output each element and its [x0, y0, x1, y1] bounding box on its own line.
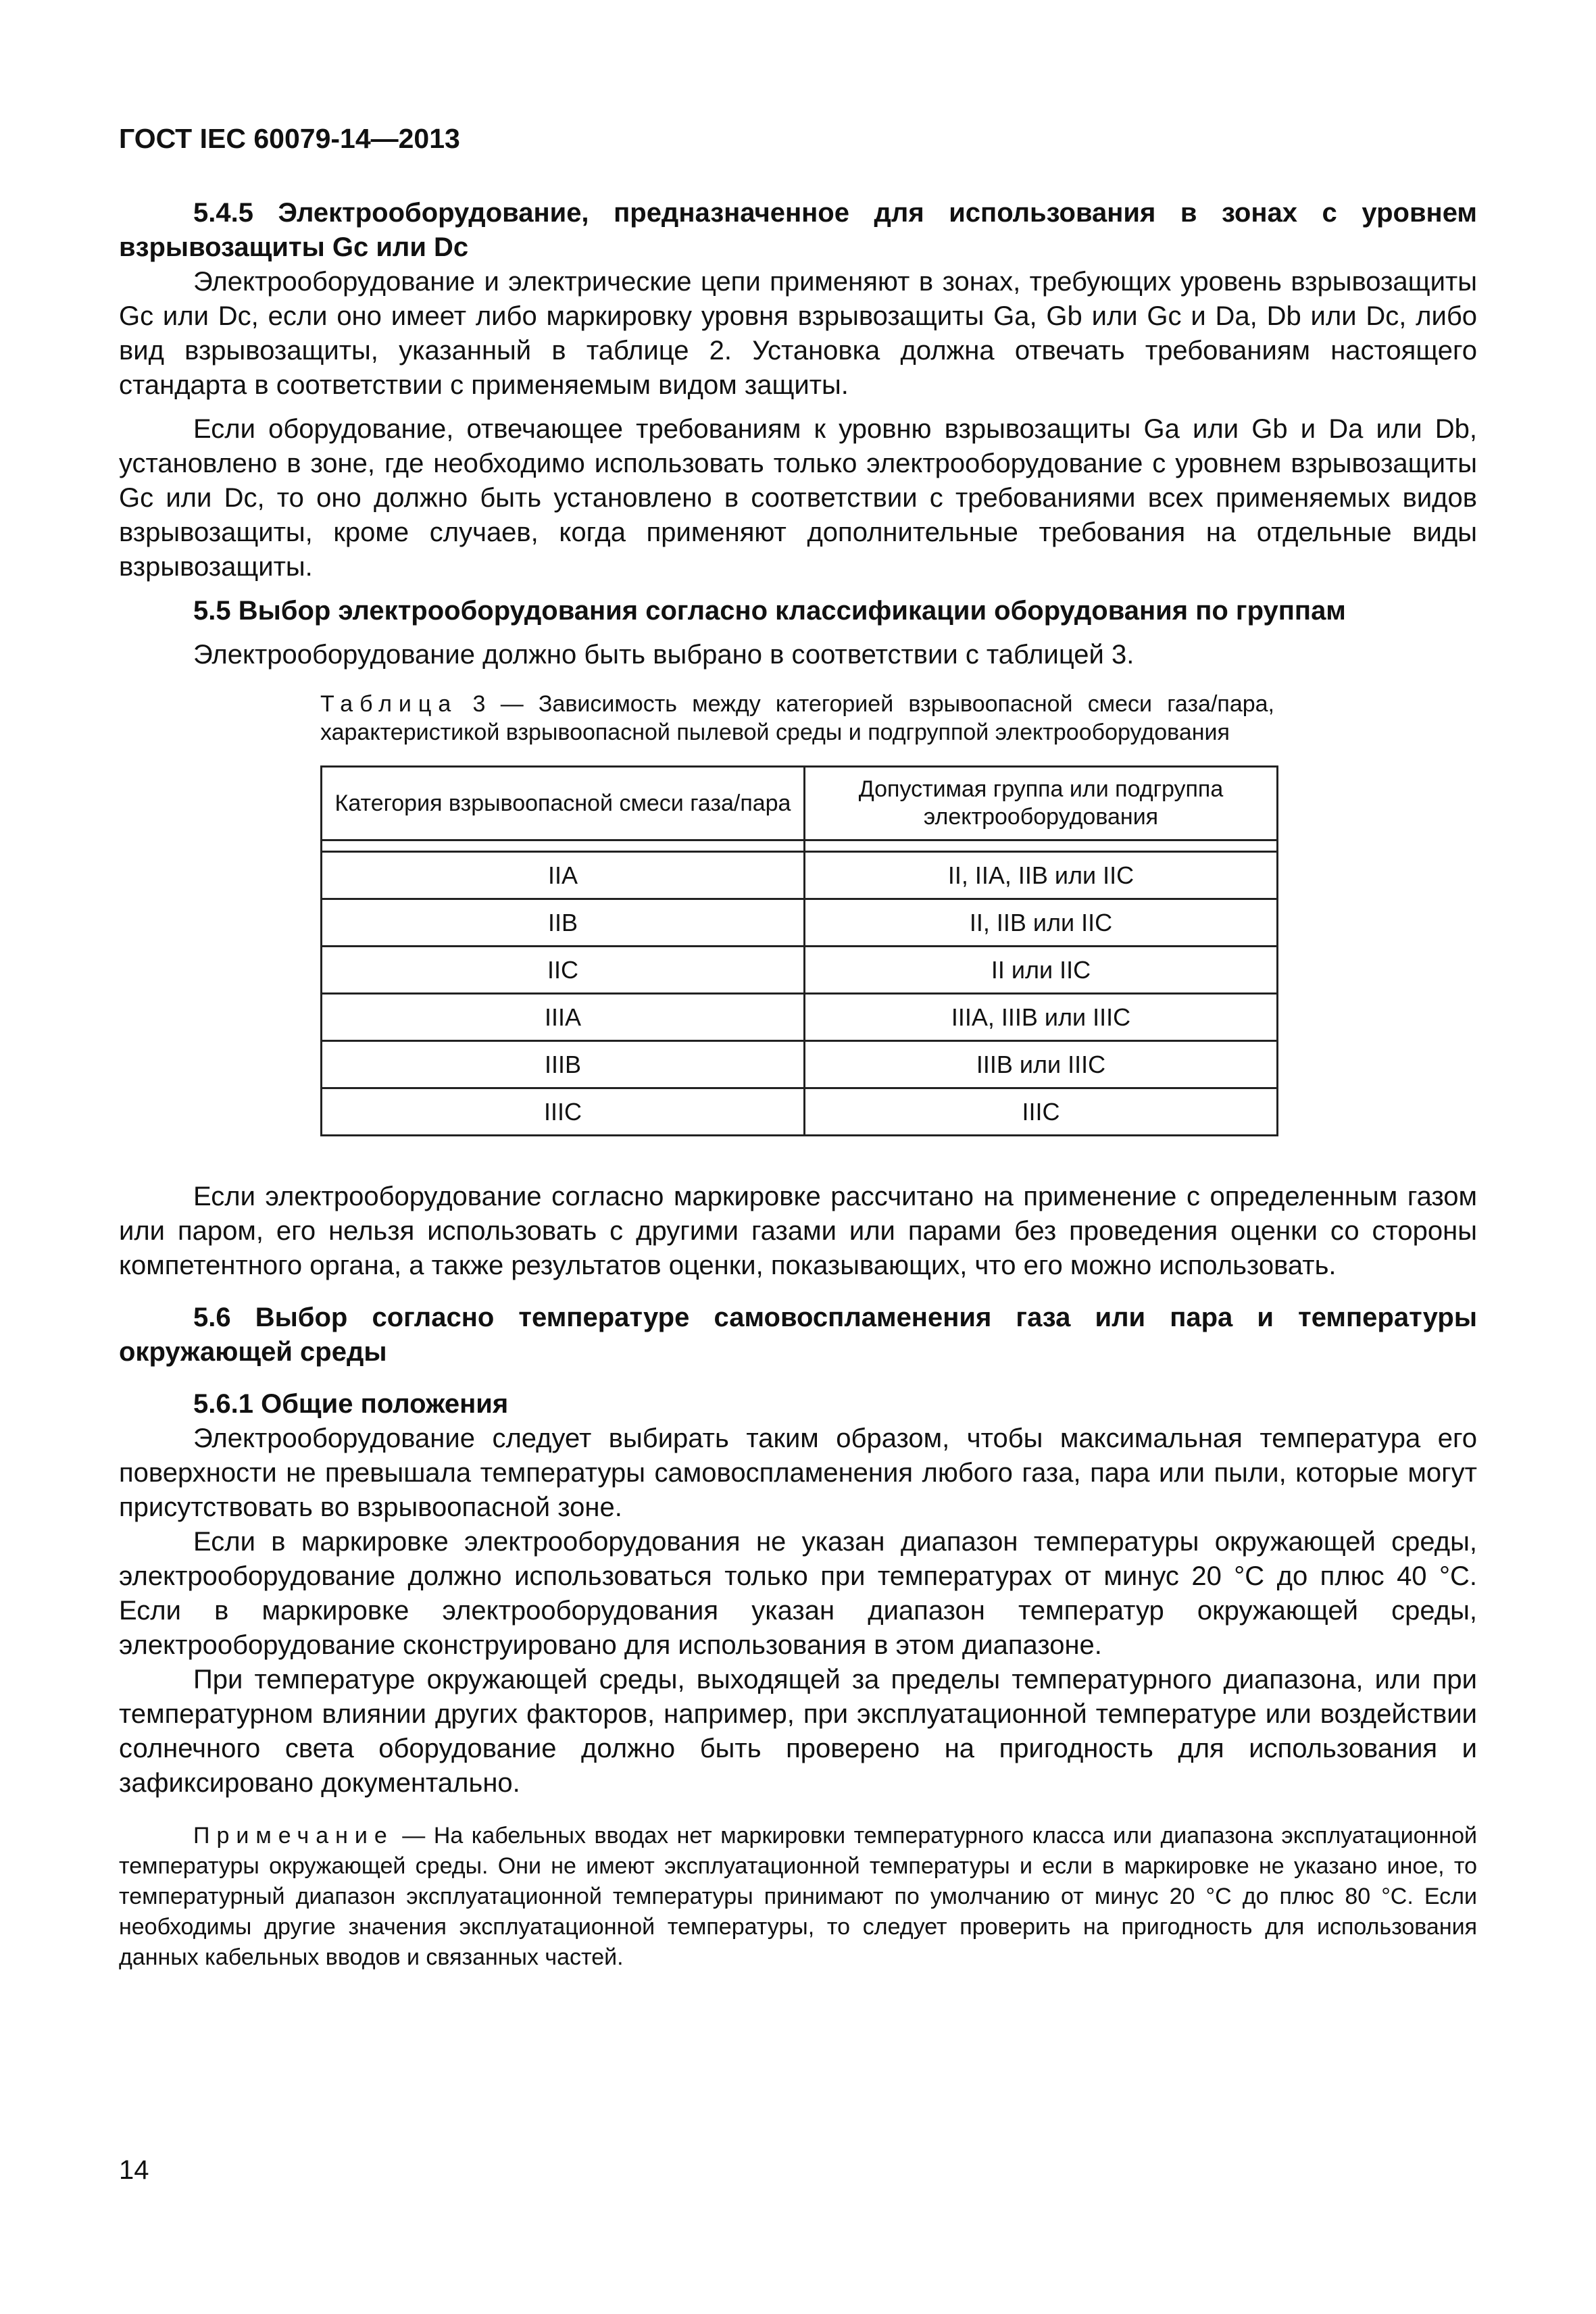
- section-5-4-5-paragraph-1: Электрооборудование и электрические цепи применяют в зонах, требующих уровень взрывозащиты Gc или Dc, если оно имеет либо маркировку уровня взрывозащиты Ga, Gb или Gc и Da, Db или Dc, либо вид взрывозащиты, указанный в таблице 2. Установка должна отвечать требованиям настоящего стандарта в соответствии с применяемым видом защиты.: [119, 267, 1477, 400]
- table-3-caption-text: 3 — Зависимость между категорией взрывоопасной смеси газа/пара, характеристикой взрывоопасной пылевой среды и подгруппой электрооборудования: [320, 691, 1274, 745]
- table-header-equipment-group: Допустимая группа или подгруппа электрооборудования: [805, 767, 1278, 840]
- section-5-5-heading: 5.5 Выбор электрооборудования согласно классификации оборудования по группам: [193, 596, 1346, 626]
- section-5-6-1-heading: 5.6.1 Общие положения: [193, 1389, 509, 1419]
- table-row: [322, 947, 1278, 994]
- table-cell-category: IIIA: [322, 994, 805, 1041]
- table-3-caption-label: Таблица: [320, 691, 458, 717]
- table-3: [320, 765, 1278, 1136]
- section-5-6-1-paragraph-2: Если в маркировке электрооборудования не указан диапазон температуры окружающей среды, электрооборудование должно использоваться только при температурах от минус 20 °C до плюс 40 °C. Если в маркировке электрооборудования указан диапазон температур окружающей среды, электрооборудование сконструировано для использования в этом диапазоне.: [119, 1527, 1477, 1660]
- note-paragraph: [119, 1821, 1477, 1973]
- table-row: [322, 1041, 1278, 1088]
- table-cell-category: IIIC: [322, 1088, 805, 1136]
- table-row: [322, 1088, 1278, 1136]
- table-cell-category: IIB: [322, 899, 805, 947]
- page-number: 14: [119, 2155, 149, 2185]
- table-cell-group: IIIA, IIIB или IIIC: [805, 994, 1278, 1041]
- note-label: Примечание: [193, 1823, 394, 1848]
- after-table-paragraph: Если электрооборудование согласно маркировке рассчитано на применение с определенным газом или паром, его нельзя использовать с другими газами или парами без проведения оценки со стороны компетентного органа, а также результатов оценки, показывающих, что его можно использовать.: [119, 1182, 1477, 1280]
- table-cell-group: IIIB или IIIC: [805, 1041, 1278, 1088]
- table-header-row: [322, 767, 1278, 840]
- table-cell-group: II, IIA, IIB или IIC: [805, 852, 1278, 899]
- table-cell-category: IIIB: [322, 1041, 805, 1088]
- table-cell-category: IIC: [322, 947, 805, 994]
- table-row: [322, 852, 1278, 899]
- table-cell-group: II или IIC: [805, 947, 1278, 994]
- page-content: [119, 196, 1477, 1973]
- table-cell-group: II, IIB или IIC: [805, 899, 1278, 947]
- table-3-caption: [320, 690, 1274, 747]
- document-header: ГОСТ IEC 60079-14—2013: [119, 123, 460, 154]
- table-row: [322, 899, 1278, 947]
- table-cell-category: IIA: [322, 852, 805, 899]
- section-5-5-paragraph-1: Электрооборудование должно быть выбрано в соответствии с таблицей 3.: [193, 640, 1134, 670]
- table-header-gas-category: Категория взрывоопасной смеси газа/пара: [322, 767, 805, 840]
- section-5-4-5-paragraph-2: Если оборудование, отвечающее требованиям к уровню взрывозащиты Ga или Gb и Da или Db, установлено в зоне, где необходимо использовать только электрооборудование с уровнем взрывозащиты Gc или Dc, то оно должно быть установлено в соответствии с требованиями всех применяемых видов взрывозащиты, кроме случаев, когда применяют дополнительные требования на отдельные виды взрывозащиты.: [119, 414, 1477, 582]
- section-5-6-1-paragraph-1: Электрооборудование следует выбирать таким образом, чтобы максимальная температура его поверхности не превышала температуры самовоспламенения любого газа, пара или пыли, которые могут присутствовать во взрывоопасной зоне.: [119, 1424, 1477, 1522]
- note-text: — На кабельных вводах нет маркировки температурного класса или диапазона эксплуатационной температуры окружающей среды. Они не имеют эксплуатационной температуры и если в маркировке не указано иное, то температурный диапазон эксплуатационной температуры принимают по умолчанию от минус 20 °C до плюс 80 °C. Если необходимы другие значения эксплуатационной температуры, то следует проверить на пригодность для использования данных кабельных вводов и связанных частей.: [119, 1823, 1477, 1970]
- section-5-6-heading: 5.6 Выбор согласно температуре самовоспламенения газа или пара и температуры окружающей среды: [119, 1303, 1477, 1367]
- table-cell-group: IIIC: [805, 1088, 1278, 1136]
- table-row: [322, 994, 1278, 1041]
- section-5-4-5-heading: 5.4.5 Электрооборудование, предназначенное для использования в зонах с уровнем взрывозащиты Gc или Dc: [119, 198, 1477, 262]
- section-5-6-1-paragraph-3: При температуре окружающей среды, выходящей за пределы температурного диапазона, или при температурном влиянии других факторов, например, при эксплуатационной температуре или воздействии солнечного света оборудование должно быть проверено на пригодность для использования и зафиксировано документально.: [119, 1665, 1477, 1798]
